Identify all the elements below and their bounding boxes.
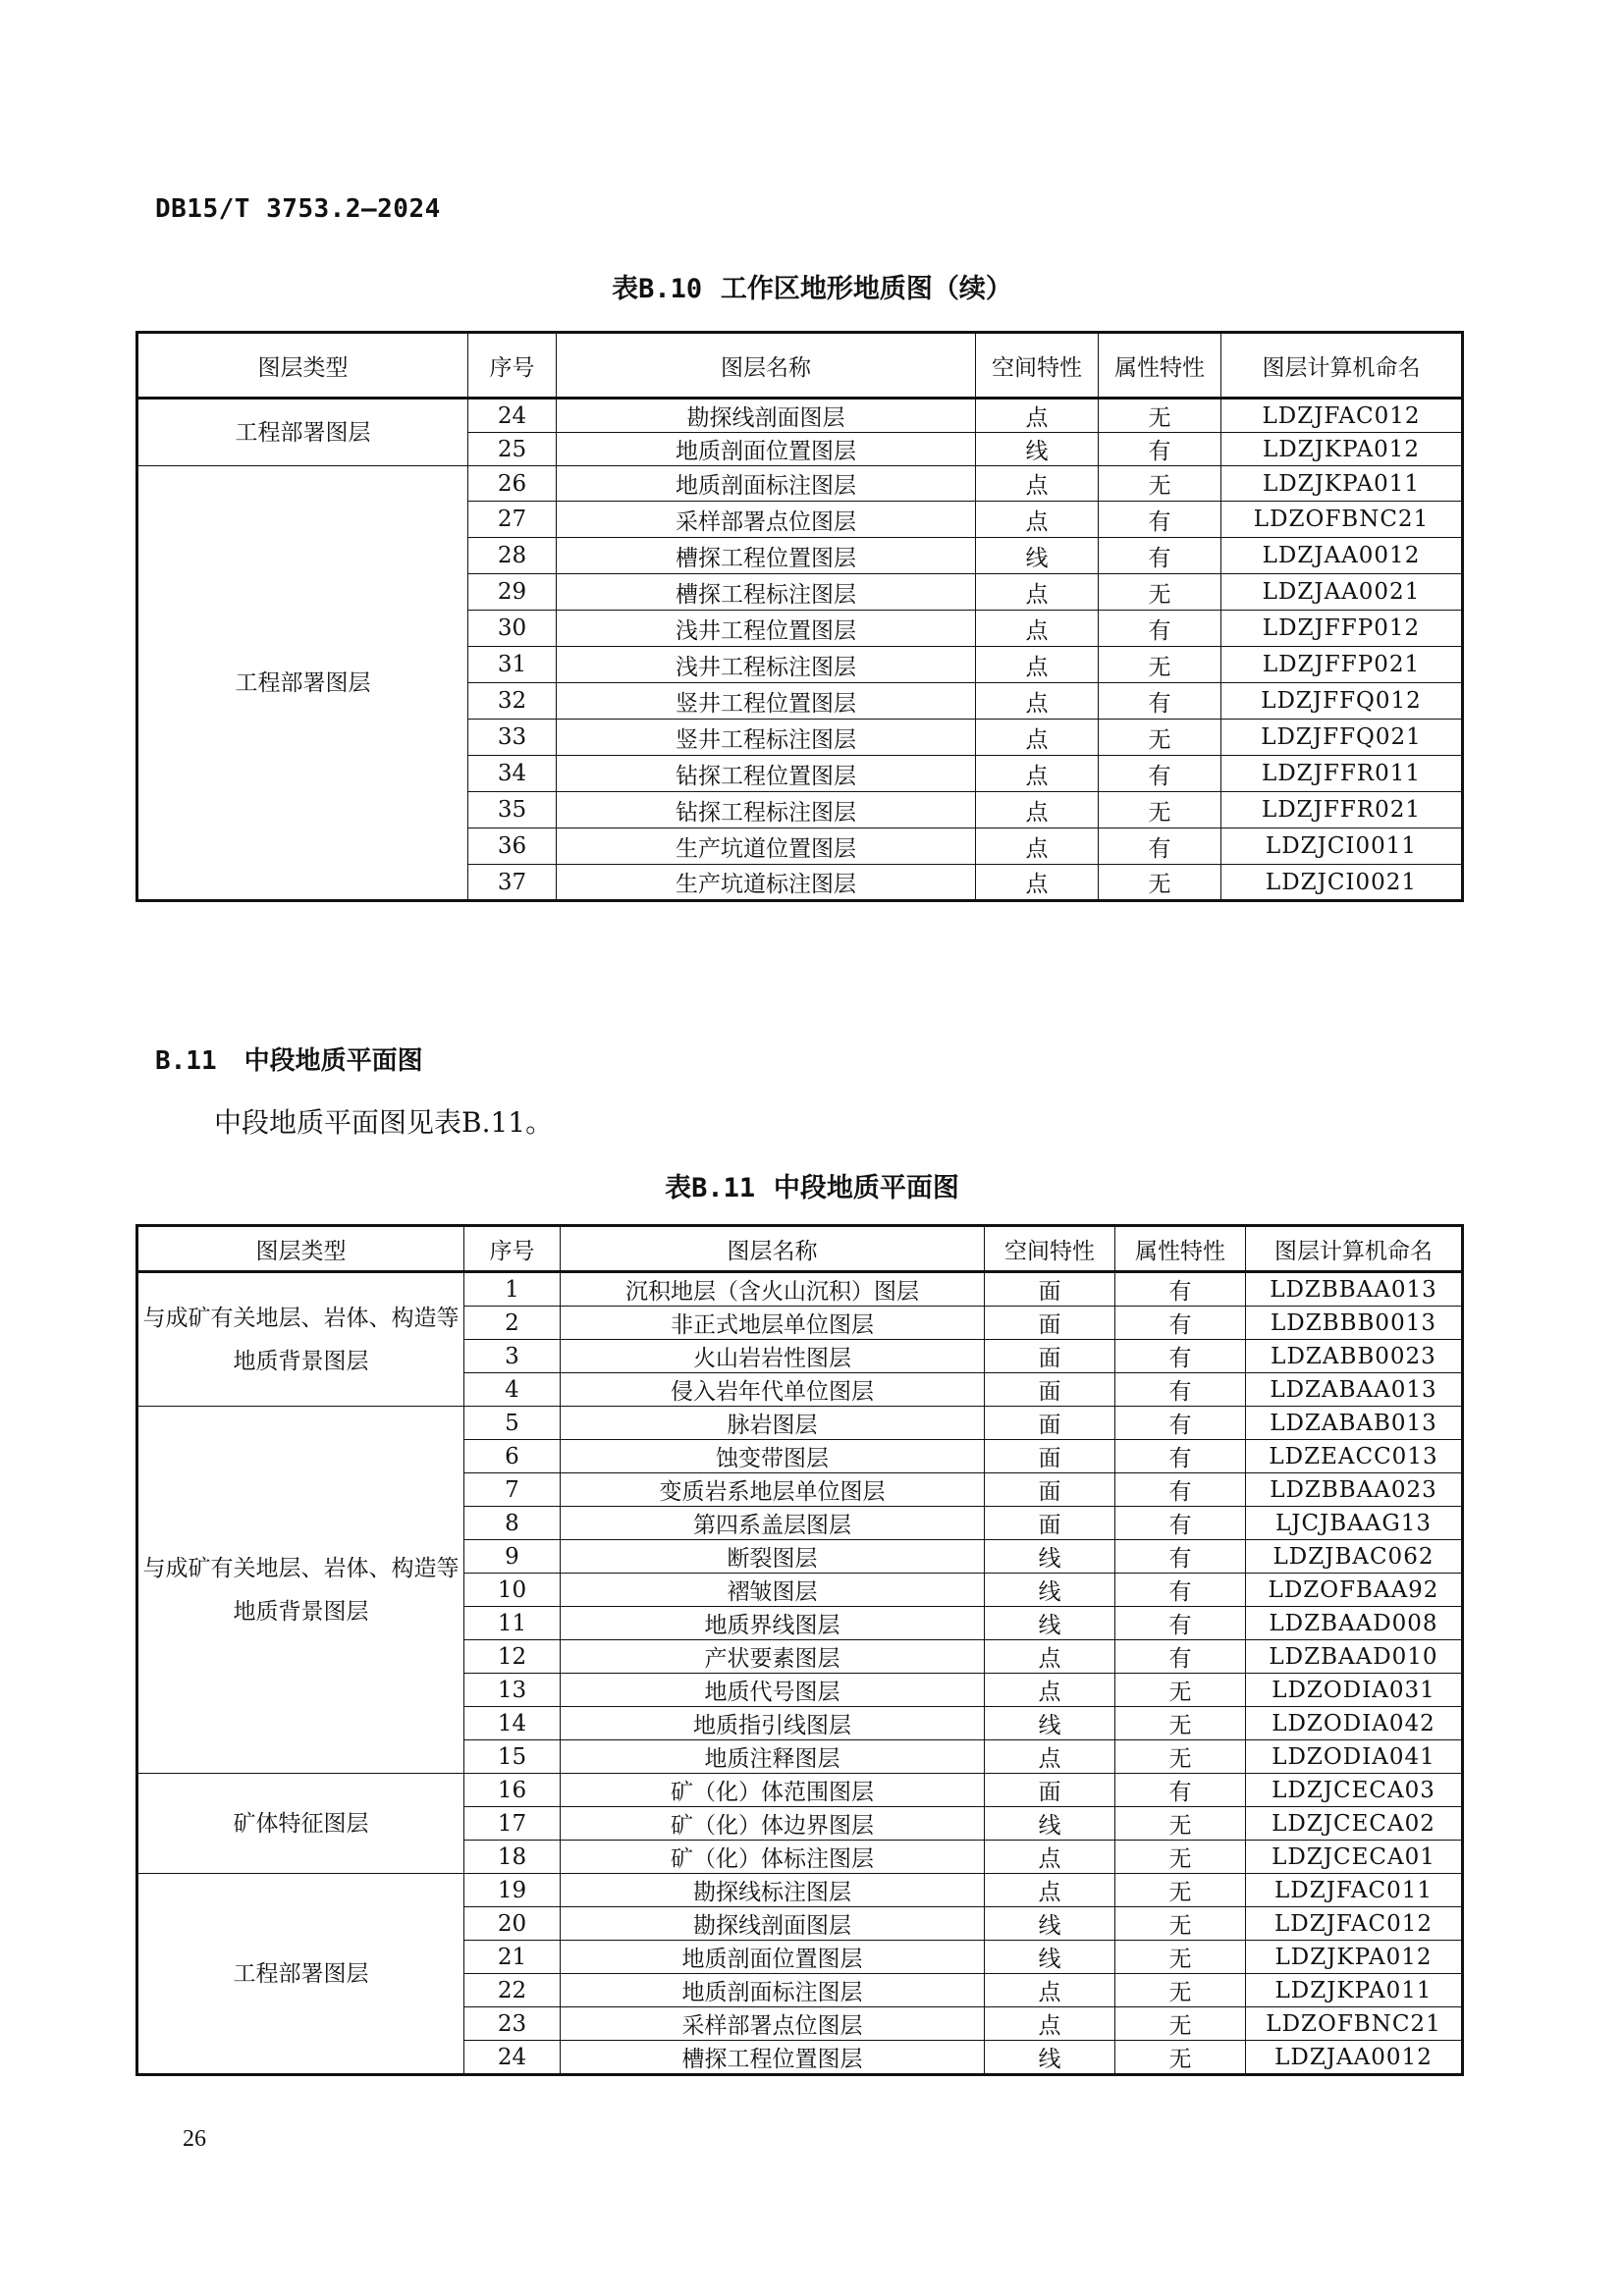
table-b10-caption: [0, 267, 1624, 305]
sequence-cell: 2: [464, 1307, 561, 1340]
sequence-cell: 29: [468, 574, 557, 611]
attribute-property-cell: 无: [1099, 865, 1221, 901]
attribute-property-cell: 有: [1115, 1340, 1246, 1373]
layer-name-cell: 地质界线图层: [561, 1607, 985, 1640]
sequence-cell: 21: [464, 1941, 561, 1974]
attribute-property-cell: 无: [1115, 1707, 1246, 1740]
spatial-property-cell: 面: [985, 1373, 1115, 1407]
computer-name-cell: LDZJCI0021: [1221, 865, 1463, 901]
attribute-property-cell: 无: [1099, 720, 1221, 756]
attribute-property-cell: 无: [1115, 1974, 1246, 2007]
sequence-cell: 13: [464, 1674, 561, 1707]
section-heading: [155, 1041, 423, 1077]
layer-name-cell: 变质岩系地层单位图层: [561, 1473, 985, 1507]
computer-name-cell: LDZJFAC012: [1246, 1907, 1463, 1941]
table-row: [137, 1774, 1463, 1807]
computer-name-cell: LDZJFFP012: [1221, 611, 1463, 647]
column-header: 图层名称: [557, 333, 976, 399]
computer-name-cell: LDZJCI0011: [1221, 828, 1463, 865]
spatial-property-cell: 点: [985, 1640, 1115, 1674]
table-row: [137, 399, 1463, 433]
layer-name-cell: 脉岩图层: [561, 1407, 985, 1440]
computer-name-cell: LDZJFFQ021: [1221, 720, 1463, 756]
layer-name-cell: 生产坑道位置图层: [557, 828, 976, 865]
table-b10: [135, 331, 1464, 902]
attribute-property-cell: 无: [1115, 1874, 1246, 1907]
attribute-property-cell: 有: [1099, 433, 1221, 466]
column-header: 序号: [464, 1226, 561, 1272]
column-header: 空间特性: [985, 1226, 1115, 1272]
layer-name-cell: 槽探工程标注图层: [557, 574, 976, 611]
computer-name-cell: LDZABB0023: [1246, 1340, 1463, 1373]
layer-name-cell: 竖井工程标注图层: [557, 720, 976, 756]
caption-prefix: 表: [612, 274, 639, 304]
attribute-property-cell: 无: [1099, 466, 1221, 502]
attribute-property-cell: 有: [1115, 1607, 1246, 1640]
caption-prefix: 表: [665, 1173, 692, 1203]
sequence-cell: 12: [464, 1640, 561, 1674]
table-row: [137, 1272, 1463, 1307]
attribute-property-cell: 无: [1115, 1841, 1246, 1874]
layer-name-cell: 地质指引线图层: [561, 1707, 985, 1740]
sequence-cell: 4: [464, 1373, 561, 1407]
attribute-property-cell: 有: [1099, 828, 1221, 865]
layer-name-cell: 火山岩岩性图层: [561, 1340, 985, 1373]
layer-type-cell: 与成矿有关地层、岩体、构造等地质背景图层: [137, 1272, 464, 1407]
sequence-cell: 19: [464, 1874, 561, 1907]
layer-name-cell: 地质注释图层: [561, 1740, 985, 1774]
layer-name-cell: 生产坑道标注图层: [557, 865, 976, 901]
spatial-property-cell: 面: [985, 1507, 1115, 1540]
computer-name-cell: LDZJCECA02: [1246, 1807, 1463, 1841]
table-row: [137, 1874, 1463, 1907]
layer-name-cell: 地质剖面位置图层: [561, 1941, 985, 1974]
layer-name-cell: 侵入岩年代单位图层: [561, 1373, 985, 1407]
sequence-cell: 8: [464, 1507, 561, 1540]
attribute-property-cell: 有: [1115, 1307, 1246, 1340]
computer-name-cell: LDZJFAC011: [1246, 1874, 1463, 1907]
computer-name-cell: LDZJCECA01: [1246, 1841, 1463, 1874]
attribute-property-cell: 有: [1115, 1407, 1246, 1440]
layer-name-cell: 勘探线剖面图层: [557, 399, 976, 433]
attribute-property-cell: 有: [1115, 1440, 1246, 1473]
computer-name-cell: LDZJAA0012: [1246, 2041, 1463, 2075]
spatial-property-cell: 面: [985, 1473, 1115, 1507]
computer-name-cell: LDZBAAD008: [1246, 1607, 1463, 1640]
attribute-property-cell: 有: [1115, 1473, 1246, 1507]
sequence-cell: 7: [464, 1473, 561, 1507]
sequence-cell: 20: [464, 1907, 561, 1941]
spatial-property-cell: 线: [976, 433, 1099, 466]
layer-name-cell: 沉积地层（含火山沉积）图层: [561, 1272, 985, 1307]
layer-name-cell: 采样部署点位图层: [561, 2007, 985, 2041]
layer-name-cell: 褶皱图层: [561, 1574, 985, 1607]
attribute-property-cell: 有: [1115, 1272, 1246, 1307]
spatial-property-cell: 点: [976, 720, 1099, 756]
layer-type-cell: 矿体特征图层: [137, 1774, 464, 1874]
spatial-property-cell: 点: [985, 1874, 1115, 1907]
sequence-cell: 26: [468, 466, 557, 502]
computer-name-cell: LDZABAA013: [1246, 1373, 1463, 1407]
spatial-property-cell: 点: [985, 2007, 1115, 2041]
layer-name-cell: 勘探线标注图层: [561, 1874, 985, 1907]
computer-name-cell: LDZJFFR011: [1221, 756, 1463, 792]
column-header: 属性特性: [1115, 1226, 1246, 1272]
computer-name-cell: LDZBBAA013: [1246, 1272, 1463, 1307]
sequence-cell: 6: [464, 1440, 561, 1473]
sequence-cell: 15: [464, 1740, 561, 1774]
attribute-property-cell: 无: [1115, 2007, 1246, 2041]
spatial-property-cell: 线: [985, 1574, 1115, 1607]
sequence-cell: 11: [464, 1607, 561, 1640]
sequence-cell: 34: [468, 756, 557, 792]
sequence-cell: 17: [464, 1807, 561, 1841]
computer-name-cell: LDZJAA0021: [1221, 574, 1463, 611]
spatial-property-cell: 点: [985, 1841, 1115, 1874]
attribute-property-cell: 无: [1115, 2041, 1246, 2075]
layer-name-cell: 勘探线剖面图层: [561, 1907, 985, 1941]
layer-type-cell: 工程部署图层: [137, 466, 468, 901]
column-header: 图层计算机命名: [1221, 333, 1463, 399]
computer-name-cell: LDZBBB0013: [1246, 1307, 1463, 1340]
attribute-property-cell: 有: [1115, 1540, 1246, 1574]
spatial-property-cell: 线: [976, 538, 1099, 574]
caption-number: B.10: [638, 274, 703, 304]
computer-name-cell: LDZJCECA03: [1246, 1774, 1463, 1807]
sequence-cell: 37: [468, 865, 557, 901]
attribute-property-cell: 无: [1115, 1941, 1246, 1974]
column-header: 图层名称: [561, 1226, 985, 1272]
computer-name-cell: LDZJKPA012: [1246, 1941, 1463, 1974]
spatial-property-cell: 线: [985, 1707, 1115, 1740]
spatial-property-cell: 面: [985, 1272, 1115, 1307]
layer-name-cell: 地质剖面标注图层: [557, 466, 976, 502]
attribute-property-cell: 有: [1099, 683, 1221, 720]
computer-name-cell: LDZABAB013: [1246, 1407, 1463, 1440]
attribute-property-cell: 有: [1115, 1574, 1246, 1607]
sequence-cell: 22: [464, 1974, 561, 2007]
sequence-cell: 10: [464, 1574, 561, 1607]
computer-name-cell: LDZJKPA011: [1246, 1974, 1463, 2007]
sequence-cell: 31: [468, 647, 557, 683]
spatial-property-cell: 点: [976, 502, 1099, 538]
spatial-property-cell: 线: [985, 2041, 1115, 2075]
layer-name-cell: 浅井工程位置图层: [557, 611, 976, 647]
computer-name-cell: LDZJFFR021: [1221, 792, 1463, 828]
sequence-cell: 27: [468, 502, 557, 538]
computer-name-cell: LDZJFAC012: [1221, 399, 1463, 433]
column-header: 图层计算机命名: [1246, 1226, 1463, 1272]
computer-name-cell: LDZOFBNC21: [1221, 502, 1463, 538]
computer-name-cell: LDZODIA031: [1246, 1674, 1463, 1707]
attribute-property-cell: 有: [1099, 502, 1221, 538]
layer-name-cell: 地质代号图层: [561, 1674, 985, 1707]
sequence-cell: 36: [468, 828, 557, 865]
spatial-property-cell: 线: [985, 1907, 1115, 1941]
layer-name-cell: 非正式地层单位图层: [561, 1307, 985, 1340]
attribute-property-cell: 无: [1115, 1674, 1246, 1707]
attribute-property-cell: 无: [1099, 574, 1221, 611]
layer-name-cell: 第四系盖层图层: [561, 1507, 985, 1540]
attribute-property-cell: 有: [1115, 1373, 1246, 1407]
attribute-property-cell: 有: [1115, 1640, 1246, 1674]
section-number: B.11: [155, 1046, 217, 1076]
layer-name-cell: 竖井工程位置图层: [557, 683, 976, 720]
computer-name-cell: LDZODIA042: [1246, 1707, 1463, 1740]
computer-name-cell: LDZJBAC062: [1246, 1540, 1463, 1574]
attribute-property-cell: 有: [1099, 538, 1221, 574]
attribute-property-cell: 有: [1115, 1774, 1246, 1807]
layer-name-cell: 采样部署点位图层: [557, 502, 976, 538]
spatial-property-cell: 线: [985, 1807, 1115, 1841]
spatial-property-cell: 点: [976, 574, 1099, 611]
spatial-property-cell: 点: [976, 756, 1099, 792]
sequence-cell: 28: [468, 538, 557, 574]
sequence-cell: 23: [464, 2007, 561, 2041]
spatial-property-cell: 线: [985, 1607, 1115, 1640]
page-number: 26: [183, 2126, 206, 2152]
layer-name-cell: 钻探工程标注图层: [557, 792, 976, 828]
computer-name-cell: LDZOFBAA92: [1246, 1574, 1463, 1607]
attribute-property-cell: 无: [1099, 647, 1221, 683]
spatial-property-cell: 面: [985, 1340, 1115, 1373]
attribute-property-cell: 无: [1099, 399, 1221, 433]
computer-name-cell: LDZJKPA012: [1221, 433, 1463, 466]
layer-type-cell: 工程部署图层: [137, 399, 468, 466]
sequence-cell: 25: [468, 433, 557, 466]
spatial-property-cell: 点: [985, 1974, 1115, 2007]
sequence-cell: 30: [468, 611, 557, 647]
caption-title: 中段地质平面图: [773, 1173, 959, 1203]
column-header: 图层类型: [137, 1226, 464, 1272]
attribute-property-cell: 无: [1115, 1807, 1246, 1841]
spatial-property-cell: 点: [976, 683, 1099, 720]
spatial-property-cell: 点: [985, 1740, 1115, 1774]
table-row: [137, 1407, 1463, 1440]
column-header: 序号: [468, 333, 557, 399]
spatial-property-cell: 点: [976, 647, 1099, 683]
layer-name-cell: 矿（化）体边界图层: [561, 1807, 985, 1841]
column-header: 空间特性: [976, 333, 1099, 399]
sequence-cell: 24: [468, 399, 557, 433]
attribute-property-cell: 无: [1115, 1740, 1246, 1774]
computer-name-cell: LDZJAA0012: [1221, 538, 1463, 574]
spatial-property-cell: 线: [985, 1540, 1115, 1574]
layer-name-cell: 断裂图层: [561, 1540, 985, 1574]
table-b11-caption: [0, 1166, 1624, 1204]
table-b11: [135, 1224, 1464, 2076]
layer-name-cell: 地质剖面标注图层: [561, 1974, 985, 2007]
sequence-cell: 18: [464, 1841, 561, 1874]
sequence-cell: 33: [468, 720, 557, 756]
sequence-cell: 32: [468, 683, 557, 720]
computer-name-cell: LDZEACC013: [1246, 1440, 1463, 1473]
document-standard-id: DB15/T 3753.2—2024: [155, 194, 441, 224]
caption-title: 工作区地形地质图（续）: [720, 274, 1012, 304]
spatial-property-cell: 点: [976, 865, 1099, 901]
spatial-property-cell: 面: [985, 1440, 1115, 1473]
table-header-row: [137, 1226, 1463, 1272]
attribute-property-cell: 有: [1099, 611, 1221, 647]
layer-name-cell: 槽探工程位置图层: [557, 538, 976, 574]
computer-name-cell: LDZJFFQ012: [1221, 683, 1463, 720]
sequence-cell: 35: [468, 792, 557, 828]
column-header: 图层类型: [137, 333, 468, 399]
spatial-property-cell: 点: [976, 399, 1099, 433]
column-header: 属性特性: [1099, 333, 1221, 399]
spatial-property-cell: 点: [985, 1674, 1115, 1707]
layer-name-cell: 钻探工程位置图层: [557, 756, 976, 792]
sequence-cell: 3: [464, 1340, 561, 1373]
table-header-row: [137, 333, 1463, 399]
computer-name-cell: LDZOFBNC21: [1246, 2007, 1463, 2041]
sequence-cell: 24: [464, 2041, 561, 2075]
spatial-property-cell: 面: [985, 1307, 1115, 1340]
layer-name-cell: 浅井工程标注图层: [557, 647, 976, 683]
sequence-cell: 1: [464, 1272, 561, 1307]
spatial-property-cell: 点: [976, 466, 1099, 502]
attribute-property-cell: 无: [1099, 792, 1221, 828]
attribute-property-cell: 有: [1115, 1507, 1246, 1540]
spatial-property-cell: 点: [976, 828, 1099, 865]
computer-name-cell: LDZBBAA023: [1246, 1473, 1463, 1507]
spatial-property-cell: 线: [985, 1941, 1115, 1974]
spatial-property-cell: 点: [976, 792, 1099, 828]
spatial-property-cell: 面: [985, 1407, 1115, 1440]
layer-type-cell: 与成矿有关地层、岩体、构造等地质背景图层: [137, 1407, 464, 1774]
layer-name-cell: 槽探工程位置图层: [561, 2041, 985, 2075]
sequence-cell: 9: [464, 1540, 561, 1574]
computer-name-cell: LDZJFFP021: [1221, 647, 1463, 683]
section-title: 中段地质平面图: [244, 1046, 423, 1076]
computer-name-cell: LJCJBAAG13: [1246, 1507, 1463, 1540]
computer-name-cell: LDZBAAD010: [1246, 1640, 1463, 1674]
table-row: [137, 466, 1463, 502]
sequence-cell: 14: [464, 1707, 561, 1740]
layer-name-cell: 矿（化）体范围图层: [561, 1774, 985, 1807]
section-body-text: 中段地质平面图见表B.11。: [214, 1106, 554, 1139]
computer-name-cell: LDZJKPA011: [1221, 466, 1463, 502]
sequence-cell: 5: [464, 1407, 561, 1440]
layer-type-cell: 工程部署图层: [137, 1874, 464, 2075]
spatial-property-cell: 点: [976, 611, 1099, 647]
layer-name-cell: 蚀变带图层: [561, 1440, 985, 1473]
layer-name-cell: 矿（化）体标注图层: [561, 1841, 985, 1874]
caption-number: B.11: [691, 1173, 756, 1203]
layer-name-cell: 地质剖面位置图层: [557, 433, 976, 466]
attribute-property-cell: 有: [1099, 756, 1221, 792]
spatial-property-cell: 面: [985, 1774, 1115, 1807]
layer-name-cell: 产状要素图层: [561, 1640, 985, 1674]
sequence-cell: 16: [464, 1774, 561, 1807]
attribute-property-cell: 无: [1115, 1907, 1246, 1941]
computer-name-cell: LDZODIA041: [1246, 1740, 1463, 1774]
